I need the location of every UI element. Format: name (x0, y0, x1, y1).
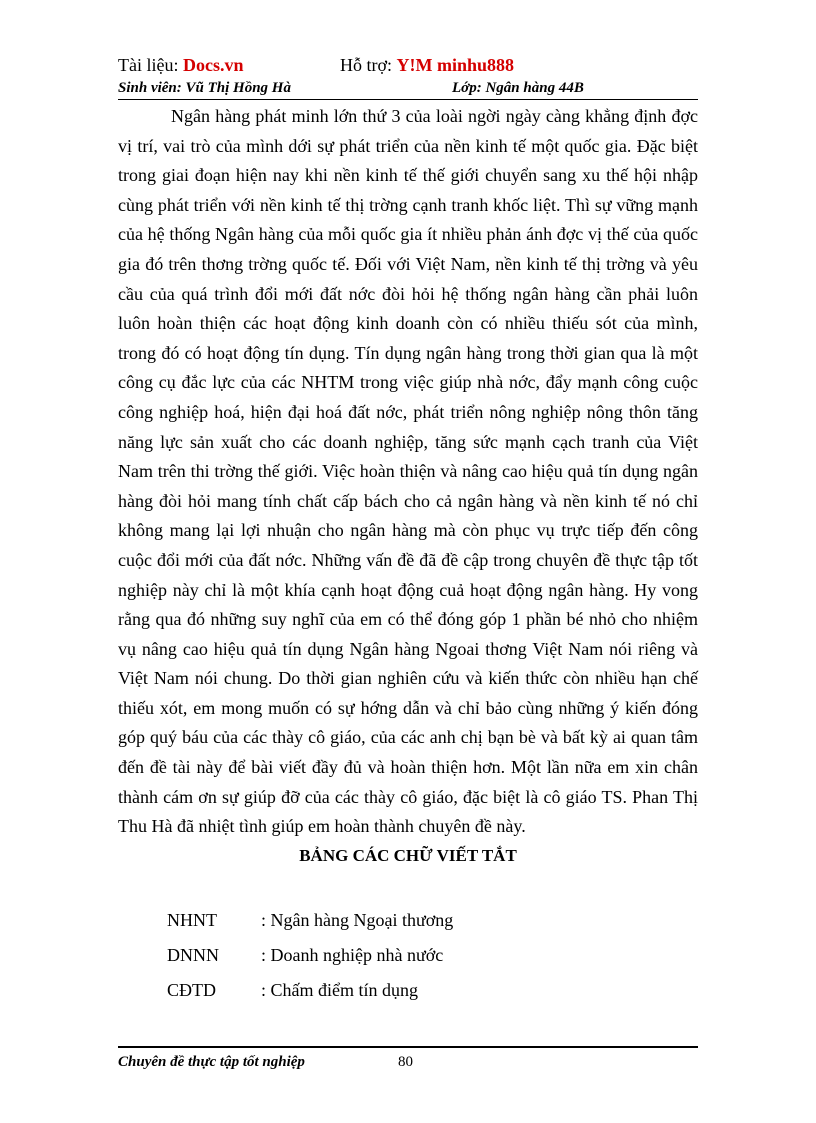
doc-site-link[interactable]: Docs.vn (182, 55, 244, 75)
abbreviation-code: DNNN (167, 945, 219, 965)
support-label: Hỗ trợ: (340, 55, 393, 75)
abbreviation-meaning: : Chấm điểm tín dụng (261, 980, 418, 1000)
abbreviation-meaning: : Doanh nghiệp nhà nước (261, 945, 444, 965)
abbreviation-meaning: : Ngân hàng Ngoại thương (261, 910, 454, 930)
abbreviations-title: BẢNG CÁC CHỮ VIẾT TẮT (299, 846, 517, 865)
abbreviation-code: CĐTD (167, 980, 216, 1000)
page-header (118, 78, 698, 98)
support-id: minhu888 (437, 55, 515, 75)
intro-paragraph: Ngân hàng phát minh lớn thứ 3 của loài ngời ngày càng khẳng định đợc vị trí, vai trò của mình dới sự phát triển của nền kinh tế một quốc gia. Đặc biệt trong giai đoạn hiện nay khi nền kinh tế thế giới chuyển sang xu thế hội nhập cùng phát triển với nền kinh tế thị trờng cạnh tranh khốc liệt. Thì sự vững mạnh của hệ thống Ngân hàng của mỗi quốc gia ít nhiều phản ánh đợc vị thế của quốc gia đó trên thơng trờng quốc tế. Đối với Việt Nam, nền kinh tế thị trờng và yêu cầu của quá trình đổi mới đất nớc đòi hỏi hệ thống ngân hàng cần phải luôn luôn hoàn thiện các hoạt động kinh doanh còn có nhiều thiếu sót của mình, trong đó có hoạt động tín dụng. Tín dụng ngân hàng trong thời gian qua là một công cụ đắc lực của các NHTM trong việc giúp nhà nớc, đẩy mạnh công cuộc công nghiệp hoá, hiện đại hoá đất nớc, phát triển nông nghiệp nông thôn tăng năng lực sản xuất cho các doanh nghiệp, tăng sức mạnh cạch tranh của Việt Nam trên thi trờng thế giới. Việc hoàn thiện và nâng cao hiệu quả tín dụng ngân hàng đòi hỏi mang tính chất cấp bách cho cả ngân hàng và nền kinh tế nó chỉ không mang lại lợi nhuận cho ngân hàng mà còn phục vụ trực tiếp đến công cuộc đổi mới của đất nớc. Những vấn đề đã đề cập trong chuyên đề thực tập tốt nghiệp này chỉ là một khía cạnh hoạt động cuả hoạt động ngân hàng. Hy vong rằng qua đó những suy nghĩ của em có thể đóng góp 1 phần bé nhỏ cho nhiệm vụ nâng cao hiệu quả tín dụng Ngân hàng Ngoai thơng Việt Nam nói riêng và Việt Nam nói chung. Do thời gian nghiên cứu và kiến thức còn nhiều hạn chế thiếu xót, em mong muốn có sự hớng dẫn và chỉ bảo cùng những ý kiến đóng góp quý báu của các thày cô giáo, của các anh chị bạn bè và bất kỳ ai quan tâm đến đề tài này để bài viết đầy đủ và hoàn thiện hơn. Một lần nữa em xin chân thành cám ơn sự giúp đỡ của các thày cô giáo, đặc biệt là cô giáo TS. Phan Thị Thu Hà đã nhiệt tình giúp em hoàn thành chuyên đề này. (118, 106, 698, 837)
body-text (118, 102, 698, 842)
class-name: Lớp: Ngân hàng 44B (452, 80, 584, 96)
watermark-line (118, 54, 515, 76)
footer-label: Chuyên đề thực tập tốt nghiệp (118, 1054, 305, 1070)
support-info (340, 54, 514, 76)
footer-divider (118, 1046, 698, 1048)
abbreviation-code: NHNT (167, 910, 217, 930)
student-name: Sinh viên: Vũ Thị Hồng Hà (118, 80, 291, 96)
page-number: 80 (398, 1054, 413, 1070)
header-divider (118, 99, 698, 100)
support-im: Y!M (396, 55, 433, 75)
doc-label: Tài liệu: (118, 55, 179, 75)
